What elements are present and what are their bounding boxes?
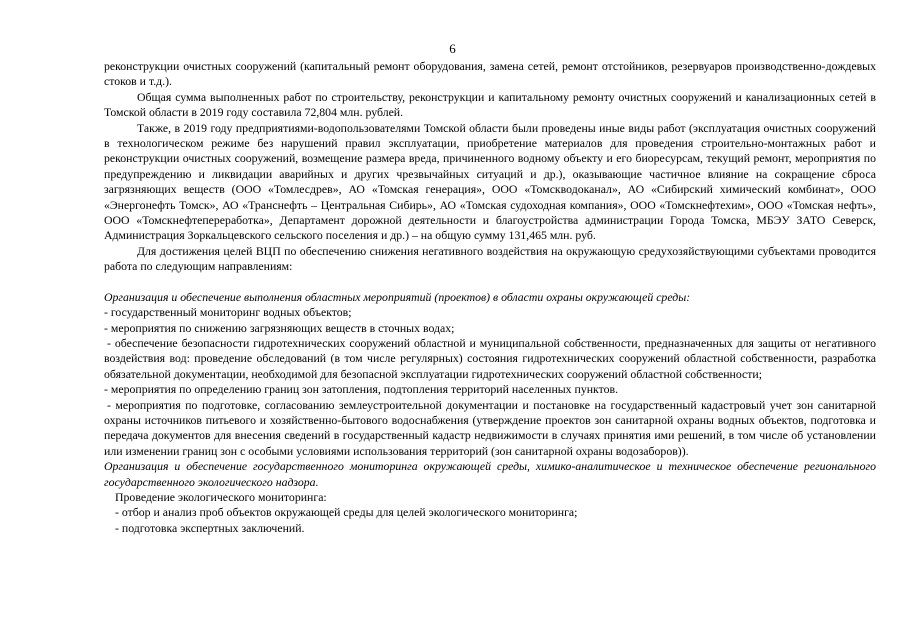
list-item-flood-zones: - мероприятия по определению границ зон затопления, подтопления территорий населенных пунктов. — [104, 382, 619, 397]
heading-regional-measures: Организация и обеспечение выполнения областных мероприятий (проектов) в области охраны окружающей среды: — [104, 289, 691, 304]
spacer — [104, 275, 876, 290]
paragraph-reconstruction: реконструкции очистных сооружений (капитальный ремонт оборудования, замена сетей, ремонт отстойников, резервуаров производственно-дождевых стоков и т.д.). — [104, 59, 876, 89]
list-item-sanitary-zones: - мероприятия по подготовке, согласованию землеустроительной документации и постановке на государственный кадастровый учет зон санитарной охраны источников питьевого и хозяйственно-бытового водоснабжения (утверждение проектов зон санитарной охраны водных объектов, подготовка и передача документов для внесения сведений в государственный кадастр недвижимости в случаях принятия ими решений, в том числе об установлении или изменении границ зон с особыми условиями использования территорий (зон санитарной охраны водозаборов)). — [104, 397, 876, 458]
paragraph-total-sum: Общая сумма выполненных работ по строительству, реконструкции и капитальному ремонту очистных сооружений и канализационных сетей в Томской области в 2019 году составила 72,804 млн. рублей. — [104, 89, 876, 120]
page-number: 6 — [449, 41, 456, 56]
list-item-hydro-safety: - обеспечение безопасности гидротехнических сооружений областной и муниципальной собственности, предназначенных для защиты от негативного воздействия вод: проведение обследований (в том числе регулярных) состояния гидротехнических сооружений областной собственности, разработка обязательной документации, необходимой для безопасной эксплуатации гидротехнических сооружений областной собственности; — [104, 335, 876, 381]
document-body — [104, 59, 876, 536]
list-item-pollutant-reduction: - мероприятия по снижению загрязняющих веществ в сточных водах; — [104, 320, 455, 335]
heading-eco-monitoring: Проведение экологического мониторинга: — [115, 489, 327, 504]
list-item-sampling: - отбор и анализ проб объектов окружающей среды для целей экологического мониторинга; — [115, 505, 578, 520]
paragraph-directions-intro: Для достижения целей ВЦП по обеспечению снижения негативного воздействия на окружающую средухозяйствующими субъектами проводится работа по следующим направлениям: — [104, 243, 876, 274]
list-item-expert-opinions: - подготовка экспертных заключений. — [115, 520, 305, 535]
list-item-water-monitoring: - государственный мониторинг водных объектов; — [104, 305, 352, 320]
heading-state-monitoring: Организация и обеспечение государственного мониторинга окружающей среды, химико-аналитическое и техническое обеспечение регионального государственного экологического надзора. — [104, 459, 876, 489]
paragraph-other-works: Также, в 2019 году предприятиями-водопользователями Томской области были проведены иные виды работ (эксплуатация очистных сооружений в технологическом режиме без нарушений правил эксплуатации, приобретение материалов для проведения строительно-монтажных работ и реконструкции очистных сооружений, возмещение размера вреда, причиненного водному объекту и его биоресурсам, текущий ремонт, мероприятия по предупреждению и ликвидации аварийных и других чрезвычайных ситуаций и др.), оказывающие частичное влияние на сокращение сброса загрязняющих веществ (ООО «Томлесдрев», АО «Томская генерация», ООО «Томскводоканал», АО «Сибирский химический комбинат», ООО «Энергонефть Томск», АО «Транснефть – Центральная Сибирь», АО «Томская судоходная компания», ООО «Томскнефтехим», ООО «Томская нефть», ООО «Томскнефтепереработка», Департамент дорожной деятельности и благоустройства администрации Города Томска, МБЭУ ЗАТО Северск, Администрация Зоркальцевского сельского поселения и др.) – на общую сумму 131,465 млн. руб. — [104, 120, 876, 243]
